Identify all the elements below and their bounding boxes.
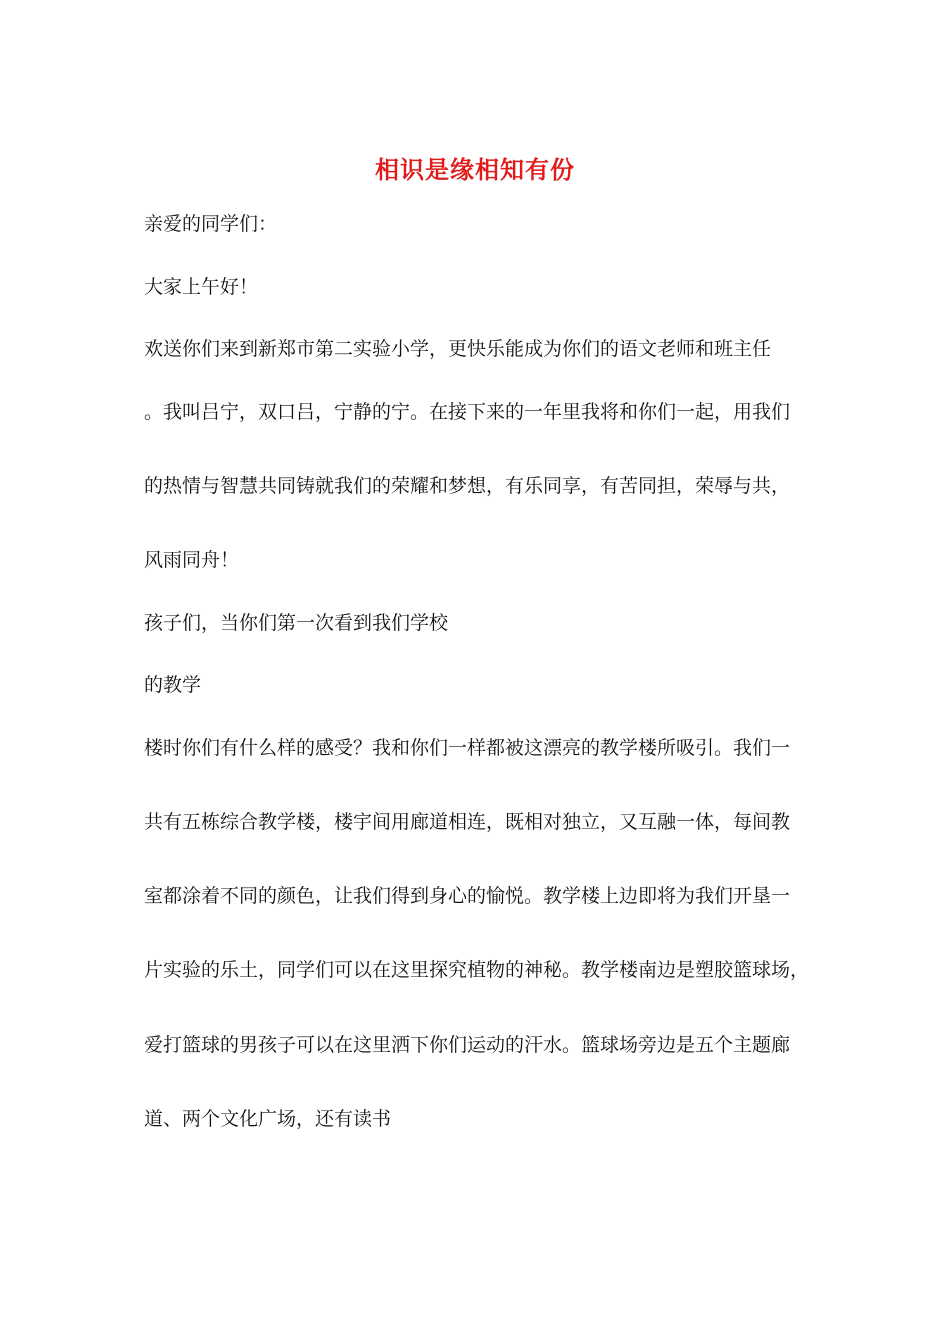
text-line: 风雨同舟！ <box>144 549 240 571</box>
text-line: 欢送你们来到新郑市第二实验小学，更快乐能成为你们的语文老师和班主任 <box>144 338 772 360</box>
text-line: 室都涂着不同的颜色，让我们得到身心的愉悦。教学楼上边即将为我们开垦一 <box>144 885 791 907</box>
text-line: 的教学 <box>144 674 202 696</box>
text-line: 孩子们，当你们第一次看到我们学校 <box>144 612 449 634</box>
document-title: 相识是缘相知有份 <box>375 155 575 184</box>
text-line-greeting: 大家上午好！ <box>144 276 259 298</box>
text-line: 的热情与智慧共同铸就我们的荣耀和梦想，有乐同享，有苦同担，荣辱与共， <box>144 475 791 497</box>
text-line: 共有五栋综合教学楼，楼宇间用廊道相连，既相对独立，又互融一体，每间教 <box>144 811 791 833</box>
text-line: 。我叫吕宁，双口吕，宁静的宁。在接下来的一年里我将和你们一起，用我们 <box>144 401 791 423</box>
text-line: 道、两个文化广场，还有读书 <box>144 1108 392 1130</box>
text-line: 楼时你们有什么样的感受？我和你们一样都被这漂亮的教学楼所吸引。我们一 <box>144 737 791 759</box>
text-line: 爱打篮球的男孩子可以在这里洒下你们运动的汗水。篮球场旁边是五个主题廊 <box>144 1034 791 1056</box>
text-line-salutation: 亲爱的同学们： <box>144 213 278 235</box>
text-line: 片实验的乐土，同学们可以在这里探究植物的神秘。教学楼南边是塑胶篮球场， <box>144 959 810 981</box>
